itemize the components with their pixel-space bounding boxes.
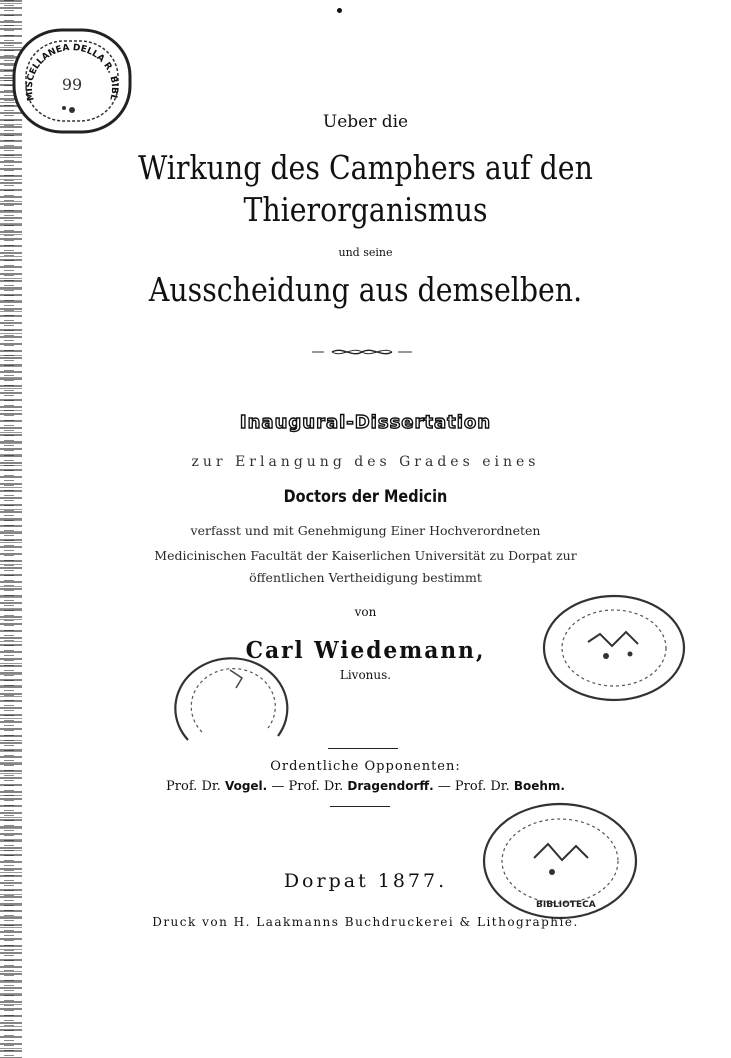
title-ueber: Ueber die xyxy=(322,112,409,132)
author-origin: Livonus. xyxy=(339,668,392,682)
opponent-1-prefix: Prof. Dr. xyxy=(166,779,221,794)
opponent-2-prefix: — Prof. Dr. xyxy=(271,779,344,794)
title-line-2: Thierorganismus xyxy=(243,190,488,229)
opponents-list xyxy=(0,779,731,794)
title-line-1: Wirkung des Camphers auf den xyxy=(138,148,593,187)
ornament-divider xyxy=(312,346,412,358)
stamp-top-left-number: 99 xyxy=(61,75,83,94)
dissertation-heading: Inaugural-Dissertation xyxy=(239,412,492,433)
dissertation-purpose: zur Erlangung des Grades eines xyxy=(191,454,540,470)
opponent-1-name: Vogel. xyxy=(224,779,268,793)
dissertation-desc-2: Medicinischen Facultät der Kaiserlichen Universität zu Dorpat zur xyxy=(154,548,577,563)
rule-below-opponents xyxy=(330,806,390,807)
ink-dot xyxy=(337,8,342,13)
dissertation-desc-3: öffentlichen Vertheidigung bestimmt xyxy=(249,570,482,585)
imprint-place-year: Dorpat 1877. xyxy=(283,870,448,892)
imprint-printer: Druck von H. Laakmanns Buchdruckerei & Lithographie. xyxy=(152,915,579,929)
title-und-seine: und seine xyxy=(338,246,393,259)
rule-above-opponents xyxy=(328,748,398,749)
library-stamp-bottom-right xyxy=(480,800,640,922)
opponent-3-prefix: — Prof. Dr. xyxy=(437,779,510,794)
opponent-3-name: Boehm. xyxy=(513,779,565,793)
stamp-top-left-text: MISCELLANEA DELLA R. BIBL xyxy=(24,43,120,102)
dissertation-degree: Doctors der Medicin xyxy=(283,487,448,507)
dissertation-von: von xyxy=(354,605,377,619)
dissertation-desc-1: verfasst und mit Genehmigung Einer Hochverordneten xyxy=(190,523,541,538)
stamp-bottom-right-text: BIBLIOTECA xyxy=(536,900,596,910)
opponents-heading: Ordentliche Opponenten: xyxy=(270,759,461,774)
opponent-2-name: Dragendorff. xyxy=(347,779,434,793)
author-name: Carl Wiedemann, xyxy=(245,637,486,664)
title-line-3: Ausscheidung aus demselben. xyxy=(148,270,583,309)
